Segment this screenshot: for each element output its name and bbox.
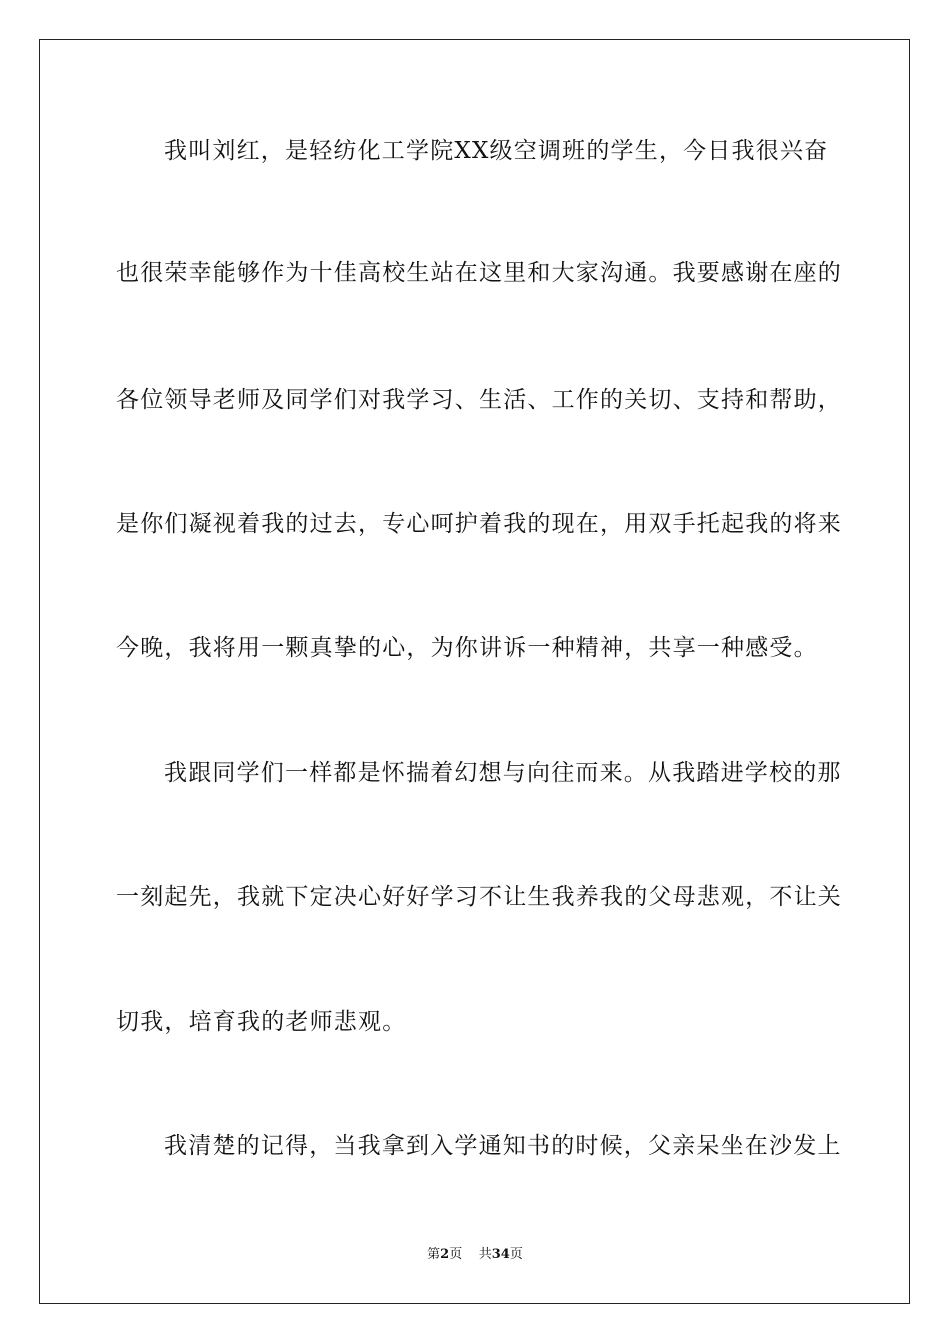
- footer-page-number: 2: [440, 1247, 450, 1262]
- footer-total-pages: 34: [491, 1247, 510, 1262]
- paragraph-line-9: 我清楚的记得，当我拿到入学通知书的时候，父亲呆坐在沙发上: [164, 1133, 842, 1159]
- footer-total-suffix: 页: [509, 1247, 523, 1262]
- paragraph-line-1: 我叫刘红，是轻纺化工学院XX级空调班的学生，今日我很兴奋: [164, 138, 829, 164]
- footer-total-prefix: 共: [478, 1247, 492, 1262]
- paragraph-line-4: 是你们凝视着我的过去，专心呵护着我的现在，用双手托起我的将来: [116, 511, 842, 537]
- paragraph-line-7: 一刻起先，我就下定决心好好学习不让生我养我的父母悲观，不让关: [116, 884, 842, 910]
- paragraph-line-2: 也很荣幸能够作为十佳高校生站在这里和大家沟通。我要感谢在座的: [116, 260, 842, 286]
- footer-page-prefix: 第: [427, 1247, 441, 1262]
- page-footer: [0, 1246, 950, 1264]
- paragraph-line-3: 各位领导老师及同学们对我学习、生活、工作的关切、支持和帮助，: [116, 387, 842, 413]
- paragraph-line-6: 我跟同学们一样都是怀揣着幻想与向往而来。从我踏进学校的那: [164, 760, 842, 786]
- page-border: [39, 39, 910, 1304]
- paragraph-line-5: 今晚，我将用一颗真挚的心，为你讲诉一种精神，共享一种感受。: [116, 635, 818, 661]
- paragraph-line-8: 切我，培育我的老师悲观。: [116, 1009, 407, 1035]
- footer-page-suffix: 页: [449, 1247, 463, 1262]
